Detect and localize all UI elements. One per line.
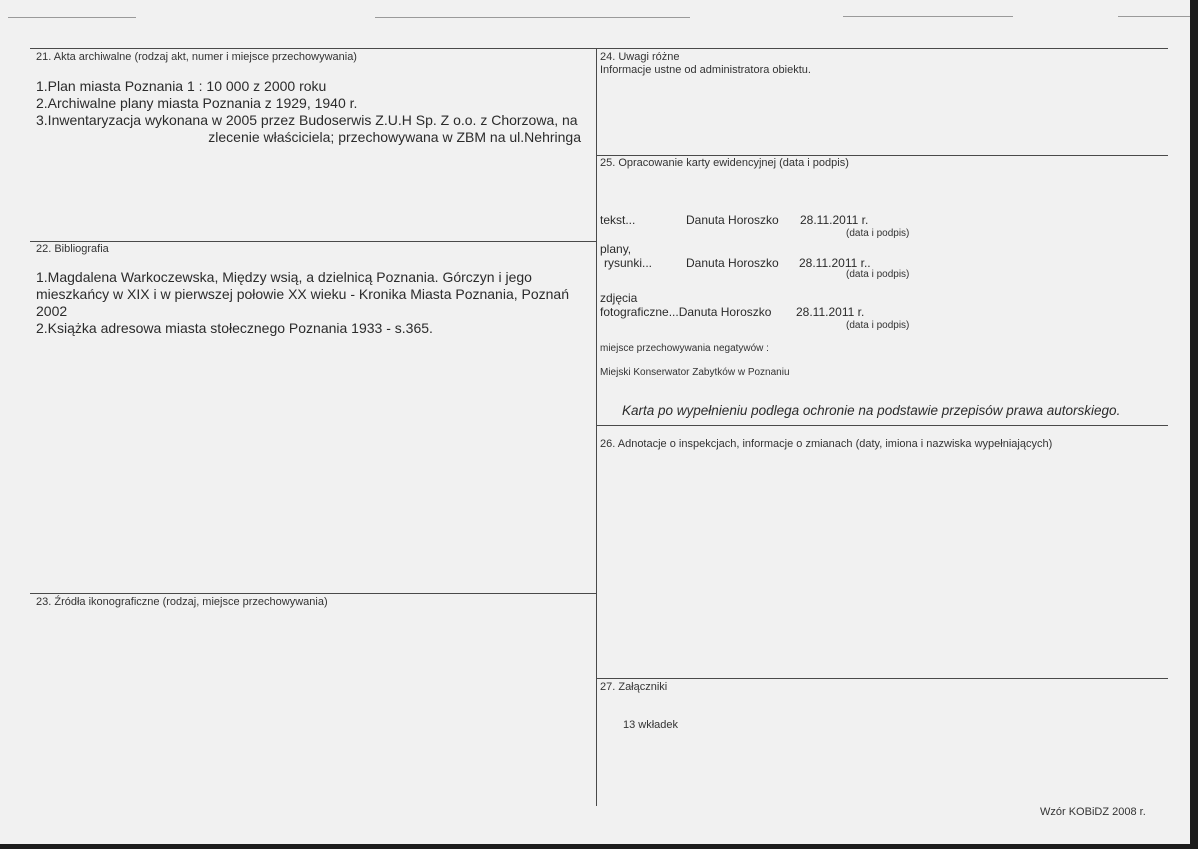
rule-21 — [30, 48, 596, 49]
bibliography-item-1-line-2: mieszkańcy w XIX i w pierwszej połowie XX wieku - Kronika Miasta Poznania, Poznań — [36, 286, 570, 302]
bibliography-item-1-line-3: 2002 — [36, 303, 68, 319]
rule-25 — [596, 155, 1168, 156]
archival-item-3: 3.Inwentaryzacja wykonana w 2005 przez Budoserwis Z.U.H Sp. Z o.o. z Chorzowa, na — [36, 112, 578, 128]
plany-author: Danuta Horoszko — [686, 256, 779, 270]
plany-date: 28.11.2011 r.. — [799, 256, 871, 270]
attachments-count: 13 wkładek — [623, 719, 679, 731]
negatives-location: Miejski Konserwator Zabytków w Poznaniu — [600, 367, 790, 378]
rule-27 — [596, 678, 1168, 679]
rule-24 — [596, 48, 1168, 49]
archival-item-3-continued: zlecenie właściciela; przechowywana w ZBM na ul.Nehringa — [208, 129, 581, 145]
form-template-footer: Wzór KOBiDZ 2008 r. — [1040, 806, 1146, 818]
section-23-label: 23. Źródła ikonograficzne (rodzaj, miejsce przechowywania) — [36, 596, 328, 608]
scan-line-top-3 — [843, 16, 1013, 17]
rysunki-label: rysunki... — [604, 256, 653, 270]
scan-line-top-1 — [8, 17, 136, 18]
negatives-label: miejsce przechowywania negatywów : — [600, 343, 769, 354]
remarks-text: Informacje ustne od administratora obiektu. — [600, 64, 811, 76]
section-24-label: 24. Uwagi różne — [600, 51, 680, 63]
tekst-label: tekst... — [600, 213, 636, 227]
zdjecia-date: 28.11.2011 r. — [796, 305, 865, 319]
bibliography-item-1-line-1: 1.Magdalena Warkoczewska, Między wsią, a dzielnicą Poznania. Górczyn i jego — [36, 269, 532, 285]
plany-label: plany, — [600, 242, 632, 256]
bibliography-item-2: 2.Książka adresowa miasta stołecznego Poznania 1933 - s.365. — [36, 320, 433, 336]
zdjecia-label: zdjęcia — [600, 291, 638, 305]
zdjecia-signature-note: (data i podpis) — [846, 320, 910, 331]
section-22-label: 22. Bibliografia — [36, 243, 109, 255]
tekst-date: 28.11.2011 r. — [800, 213, 869, 227]
section-26-label: 26. Adnotacje o inspekcjach, informacje o zmianach (daty, imiona i nazwiska wypełniających) — [600, 438, 1053, 450]
rule-22 — [30, 241, 596, 242]
rule-23 — [30, 593, 596, 594]
tekst-author: Danuta Horoszko — [686, 213, 779, 227]
section-21-label: 21. Akta archiwalne (rodzaj akt, numer i miejsce przechowywania) — [36, 51, 357, 63]
section-27-label: 27. Załączniki — [600, 681, 668, 693]
section-25-label: 25. Opracowanie karty ewidencyjnej (data i podpis) — [600, 157, 849, 169]
archival-item-1: 1.Plan miasta Poznania 1 : 10 000 z 2000 roku — [36, 78, 327, 94]
scan-line-top-2 — [375, 17, 690, 18]
copyright-notice: Karta po wypełnieniu podlega ochronie na podstawie przepisów prawa autorskiego. — [622, 403, 1121, 418]
column-divider — [596, 48, 597, 806]
plany-signature-note: (data i podpis) — [846, 269, 910, 280]
scan-edge-right — [1190, 0, 1198, 849]
zdjecia-author: fotograficzne...Danuta Horoszko — [600, 305, 772, 319]
archival-item-2: 2.Archiwalne plany miasta Poznania z 1929, 1940 r. — [36, 95, 358, 111]
tekst-signature-note: (data i podpis) — [846, 228, 910, 239]
scan-edge-bottom — [0, 844, 1198, 849]
rule-26 — [596, 425, 1168, 426]
scan-line-top-4 — [1118, 16, 1190, 17]
